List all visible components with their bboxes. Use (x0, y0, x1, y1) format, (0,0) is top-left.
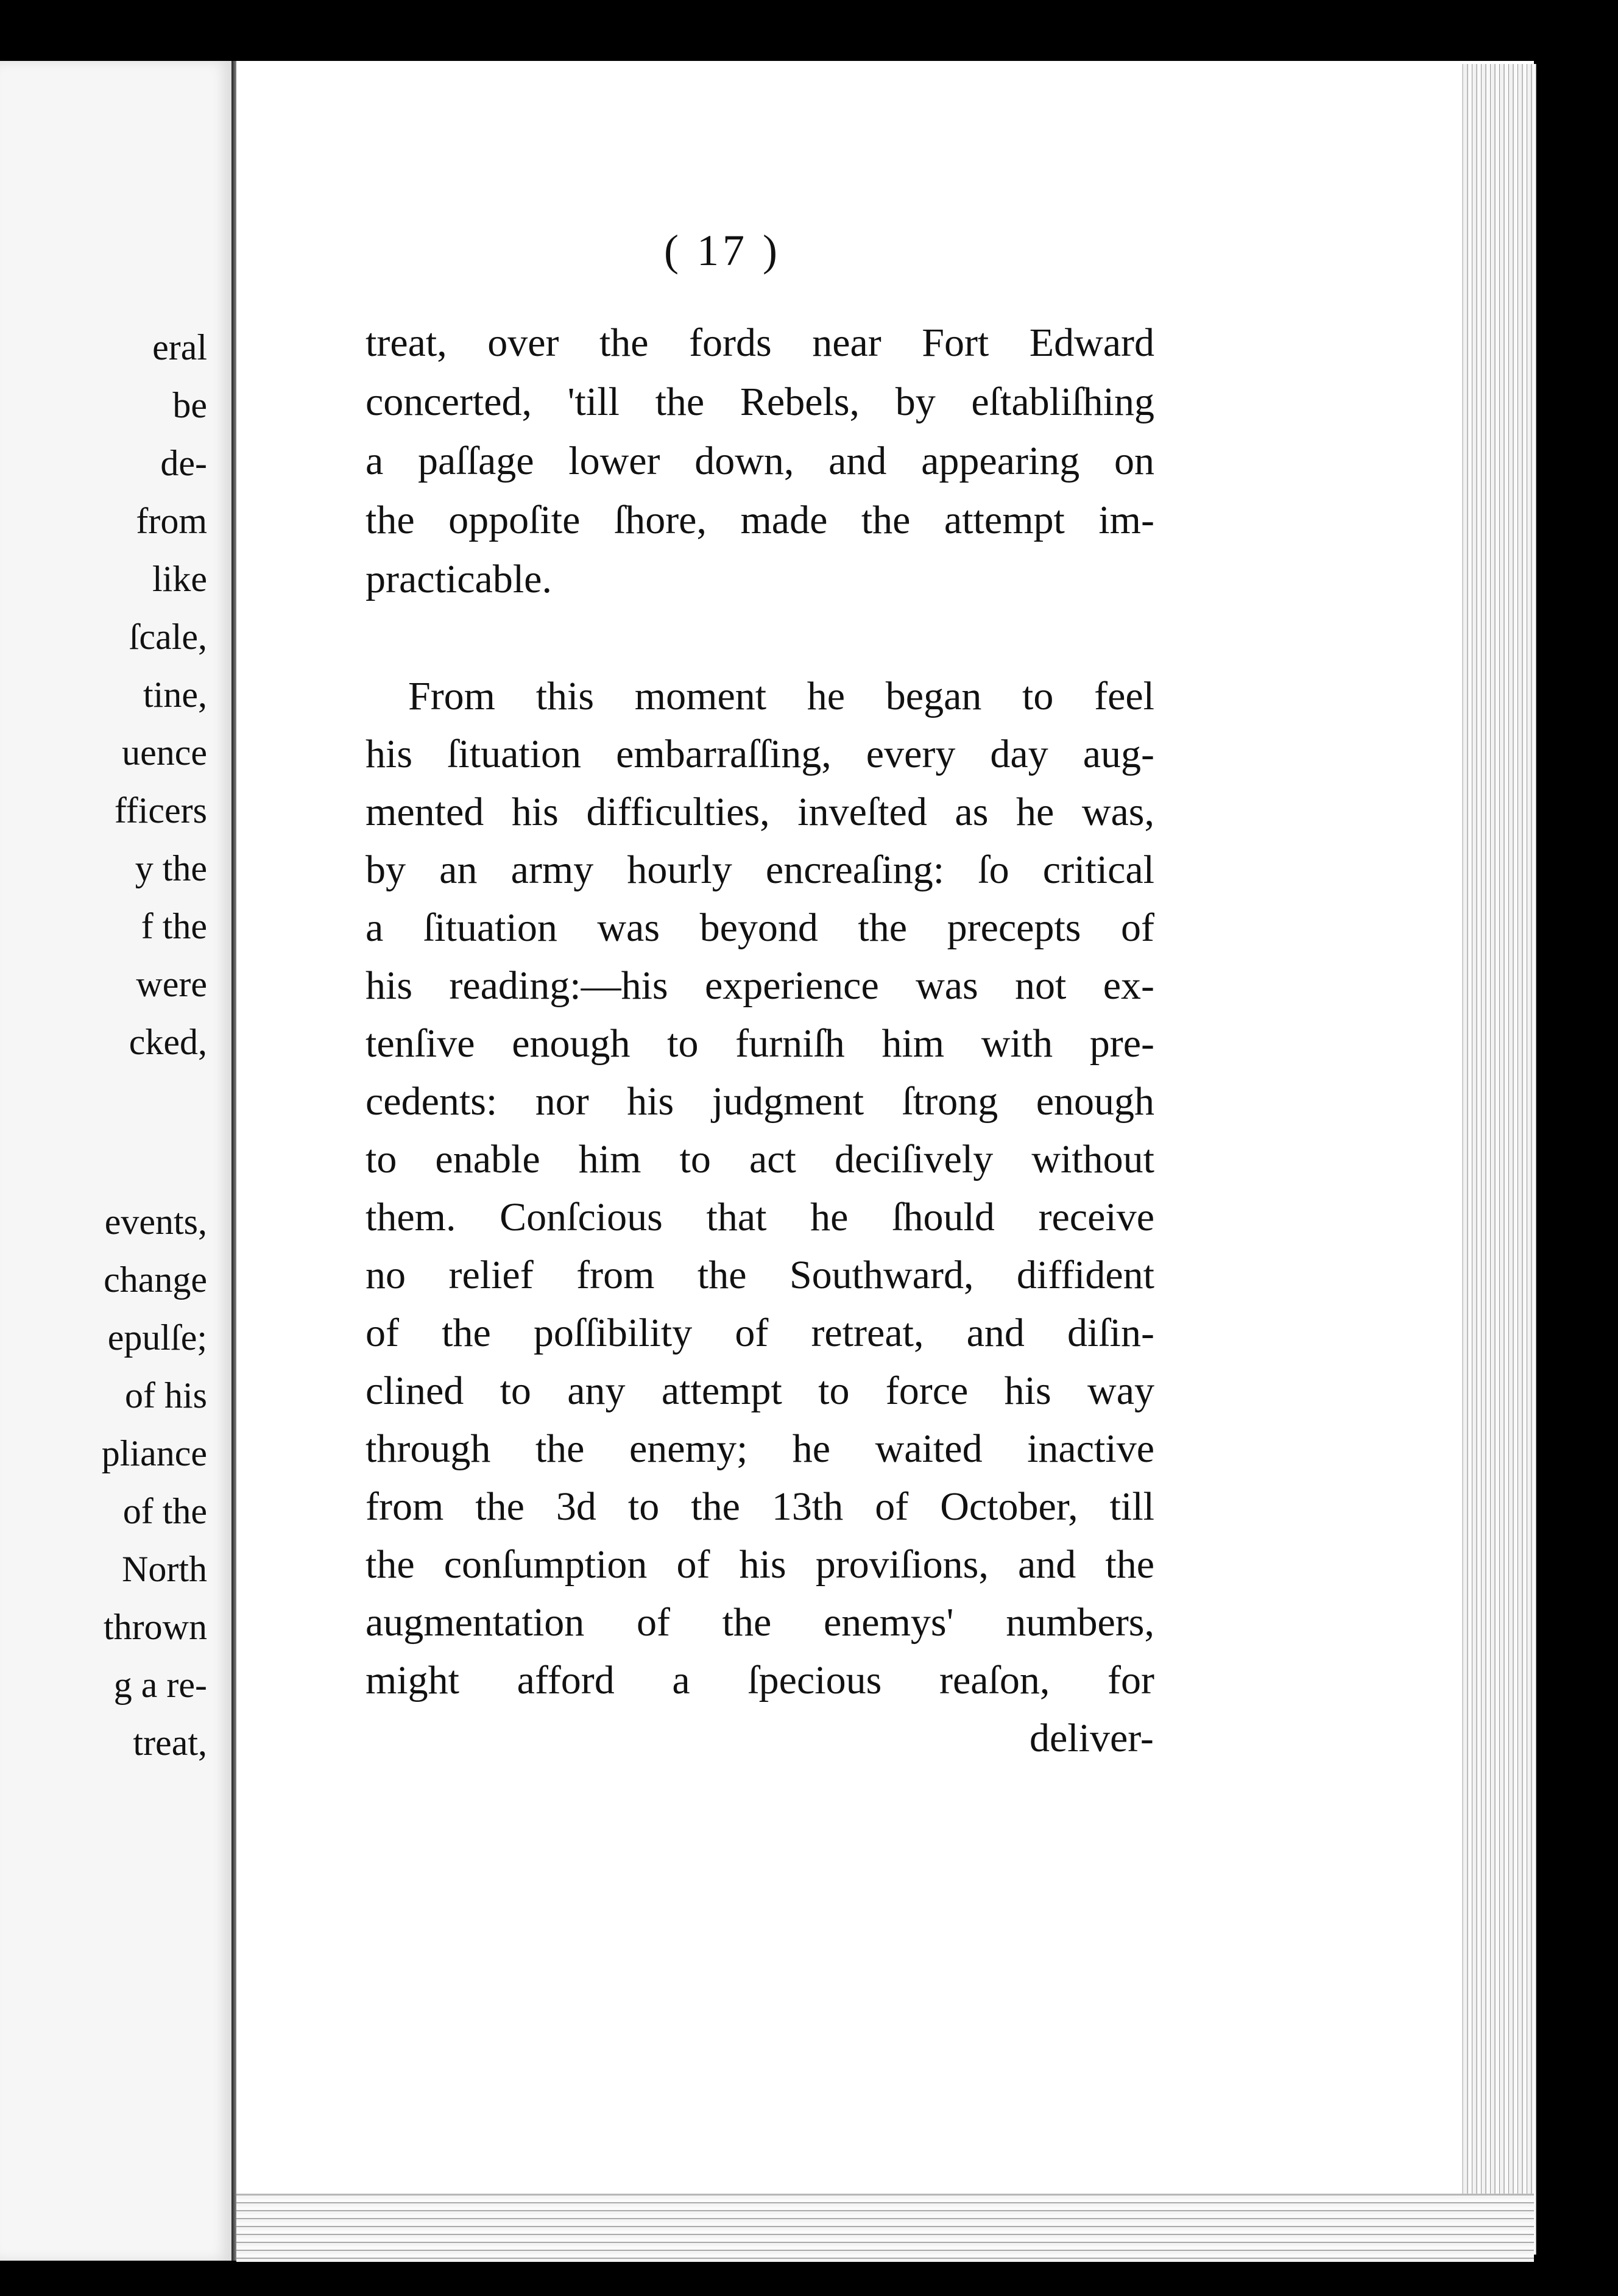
text-line: clined to any attempt to force his way (366, 1369, 1154, 1413)
left-page-line: of his (125, 1375, 207, 1416)
left-page-line: like (152, 559, 207, 599)
left-page-line: pliance (101, 1433, 207, 1473)
left-page-line: g a re- (113, 1665, 207, 1705)
page-edges-bottom (236, 2194, 1534, 2262)
left-page-line: eral (152, 327, 207, 367)
left-page-line: change (104, 1260, 207, 1300)
text-line: a paſſage lower down, and appearing on (366, 439, 1154, 483)
text-line: his ſituation embarraſſing, every day aug- (366, 732, 1154, 776)
left-page-line: ſcale, (129, 617, 207, 657)
left-page-line: North (122, 1549, 207, 1589)
left-page (0, 61, 231, 2261)
left-page-line: epulſe; (107, 1317, 207, 1358)
text-line: From this moment he began to feel (408, 674, 1154, 718)
text-line: augmentation of the enemys' numbers, (366, 1600, 1154, 1645)
left-page-line: of the (122, 1491, 207, 1531)
left-page-line: were (136, 964, 207, 1004)
left-page-line: treat, (133, 1723, 207, 1763)
left-page-line: tine, (143, 675, 207, 715)
left-page-line: fficers (114, 790, 207, 831)
text-line: no relief from the Southward, diffident (366, 1253, 1154, 1297)
text-line: them. Conſcious that he ſhould receive (366, 1195, 1154, 1239)
page-number: ( 17 ) (664, 226, 781, 275)
book-gutter (231, 61, 236, 2261)
text-line: tenſive enough to furniſh him with pre- (366, 1021, 1154, 1066)
text-line: might afford a ſpecious reaſon, for (366, 1658, 1154, 1703)
text-line: cedents: nor his judgment ſtrong enough (366, 1079, 1154, 1124)
left-page-line: f the (141, 906, 207, 946)
text-line: his reading:—his experience was not ex- (366, 963, 1154, 1008)
left-page-line: y the (135, 848, 207, 888)
catchword: deliver- (1030, 1716, 1154, 1760)
text-line: practicable. (366, 557, 552, 601)
text-line: concerted, 'till the Rebels, by eſtabliſhing (366, 380, 1154, 424)
text-line: through the enemy; he waited inactive (366, 1426, 1154, 1471)
page-edges (1462, 64, 1536, 2255)
left-page-line: be (172, 385, 207, 425)
text-line: from the 3d to the 13th of October, till (366, 1484, 1154, 1529)
text-line: treat, over the fords near Fort Edward (366, 321, 1154, 365)
text-line: of the poſſibility of retreat, and diſin- (366, 1311, 1154, 1355)
left-page-line: from (136, 501, 207, 541)
text-line: mented his difficulties, inveſted as he was, (366, 790, 1154, 834)
text-line: a ſituation was beyond the precepts of (366, 905, 1154, 950)
text-line: by an army hourly encreaſing: ſo critical (366, 848, 1154, 892)
left-page-line: thrown (104, 1607, 207, 1647)
left-page-line: de- (160, 443, 207, 483)
text-line: the conſumption of his proviſions, and the (366, 1542, 1154, 1587)
left-page-line: uence (122, 732, 207, 773)
left-page-line: events, (104, 1202, 207, 1242)
text-line: to enable him to act deciſively without (366, 1137, 1154, 1182)
left-page-line: cked, (129, 1022, 207, 1062)
text-line: the oppoſite ſhore, made the attempt im- (366, 498, 1154, 542)
